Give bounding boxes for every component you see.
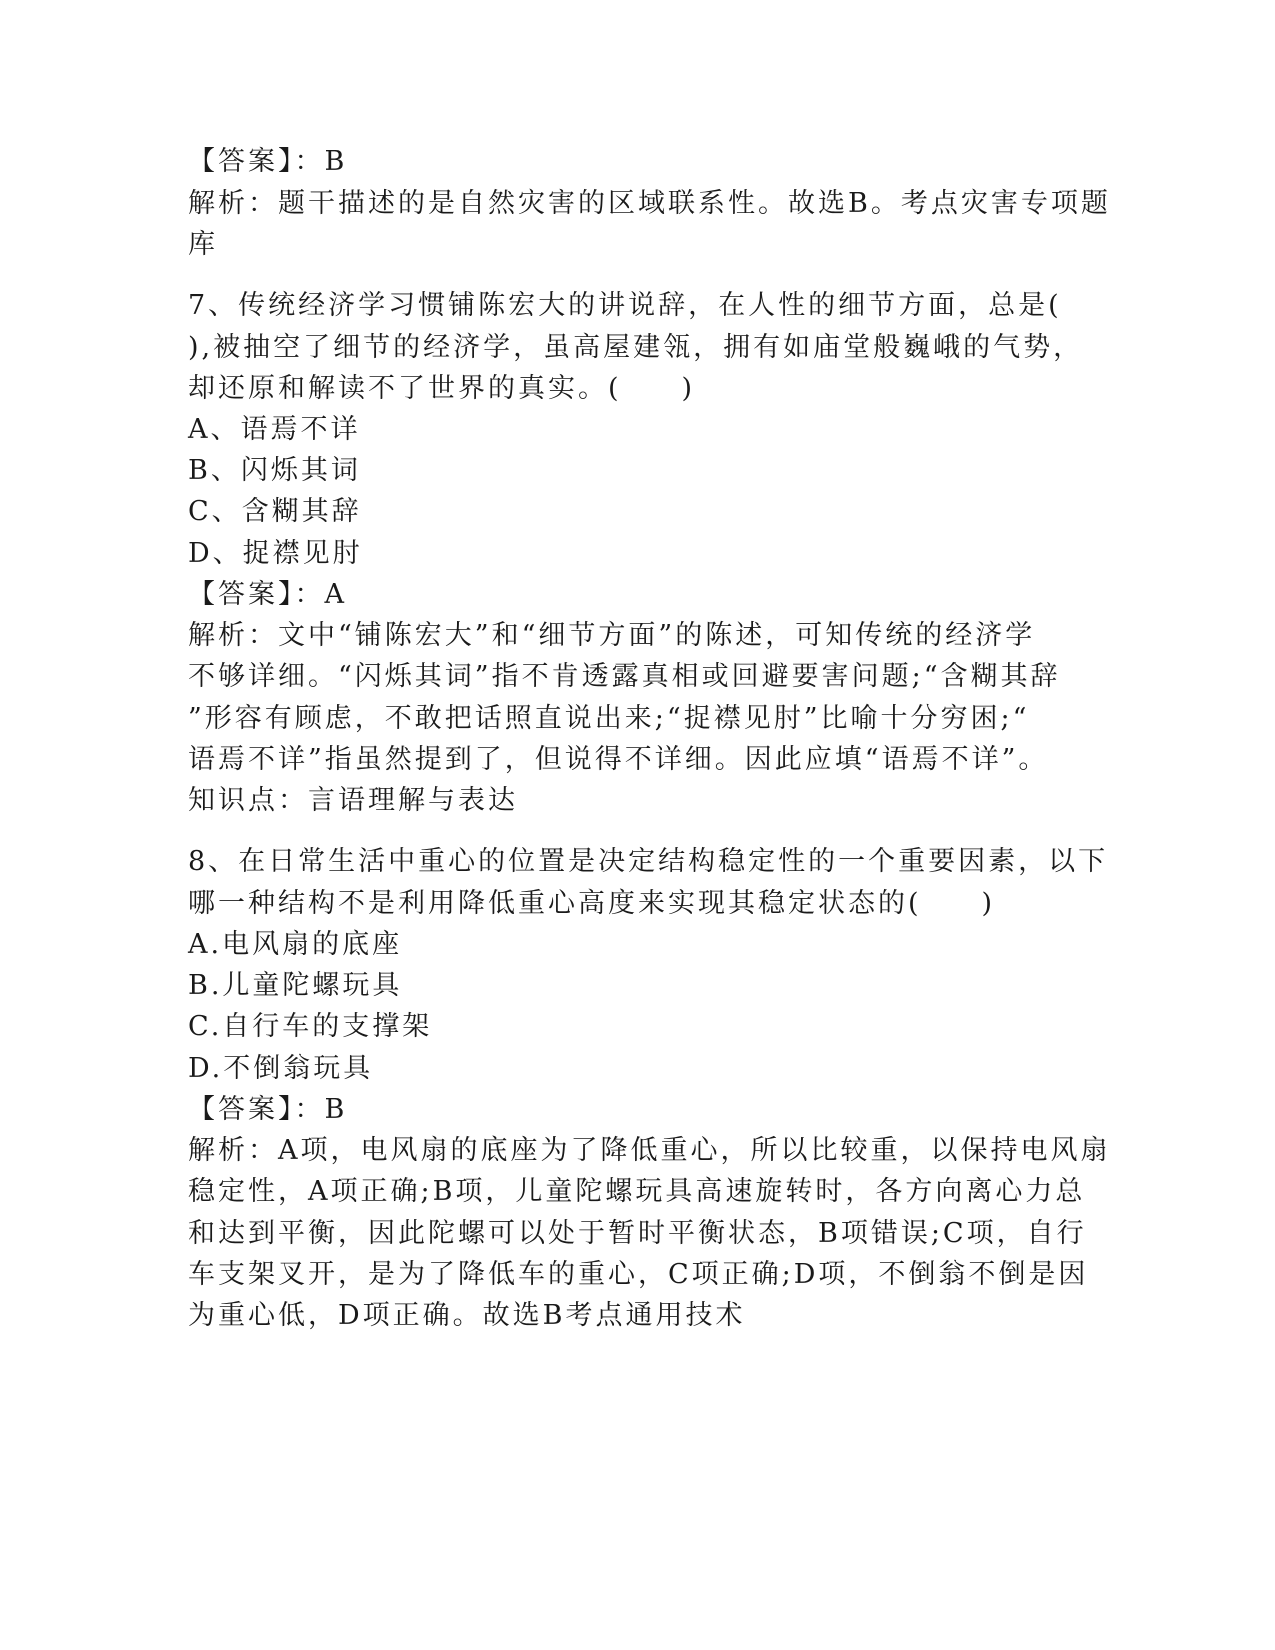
question-8-explanation: 为重心低，D项正确。故选B考点通用技术 [188, 1300, 746, 1331]
question-8-option-c: C.自行车的支撑架 [188, 1011, 433, 1042]
question-8-stem: 哪一种结构不是利用降低重心高度来实现其稳定状态的( ) [188, 888, 996, 919]
question-7-knowledge-point: 知识点：言语理解与表达 [188, 785, 518, 816]
question-7-stem: 却还原和解读不了世界的真实。( ) [188, 373, 696, 404]
question-8-explanation: 车支架叉开，是为了降低车的重心，C项正确;D项，不倒翁不倒是因 [188, 1259, 1089, 1290]
question-7-option-a: A、语焉不详 [188, 414, 361, 445]
question-7-option-d: D、捉襟见肘 [188, 538, 363, 569]
question-8-explanation: 和达到平衡，因此陀螺可以处于暂时平衡状态，B项错误;C项，自行 [188, 1218, 1087, 1249]
question-8-explanation: 稳定性，A项正确;B项，儿童陀螺玩具高速旋转时，各方向离心力总 [188, 1176, 1086, 1207]
question-8-option-a: A.电风扇的底座 [188, 929, 403, 960]
explanation-line: 解析：题干描述的是自然灾害的区域联系性。故选B。考点灾害专项题 [188, 188, 1111, 219]
question-7-stem: 7、传统经济学习惯铺陈宏大的讲说辞，在人性的细节方面，总是( [188, 290, 1062, 321]
question-7-explanation: 解析：文中“铺陈宏大”和“细节方面”的陈述，可知传统的经济学 [188, 620, 1036, 651]
question-7-explanation: 语焉不详”指虽然提到了，但说得不详细。因此应填“语焉不详”。 [188, 744, 1049, 775]
question-7-answer: 【答案】：A [188, 579, 347, 610]
question-7-explanation: 不够详细。“闪烁其词”指不肯透露真相或回避要害问题;“含糊其辞 [188, 661, 1061, 692]
question-8-answer: 【答案】：B [188, 1094, 348, 1125]
explanation-line: 库 [188, 229, 218, 260]
question-8-option-b: B.儿童陀螺玩具 [188, 970, 403, 1001]
question-7-option-b: B、闪烁其词 [188, 455, 361, 486]
question-7-explanation: ”形容有顾虑，不敢把话照直说出来;“捉襟见肘”比喻十分穷困;“ [188, 703, 1030, 734]
question-7-stem: ),被抽空了细节的经济学，虽高屋建瓴，拥有如庙堂般巍峨的气势， [188, 332, 1084, 363]
answer-line: 【答案】：B [188, 146, 348, 177]
question-7-option-c: C、含糊其辞 [188, 496, 362, 527]
question-8-explanation: 解析：A项，电风扇的底座为了降低重心，所以比较重，以保持电风扇 [188, 1135, 1111, 1166]
question-8-stem: 8、在日常生活中重心的位置是决定结构稳定性的一个重要因素，以下 [188, 846, 1109, 877]
question-8-option-d: D.不倒翁玩具 [188, 1053, 374, 1084]
